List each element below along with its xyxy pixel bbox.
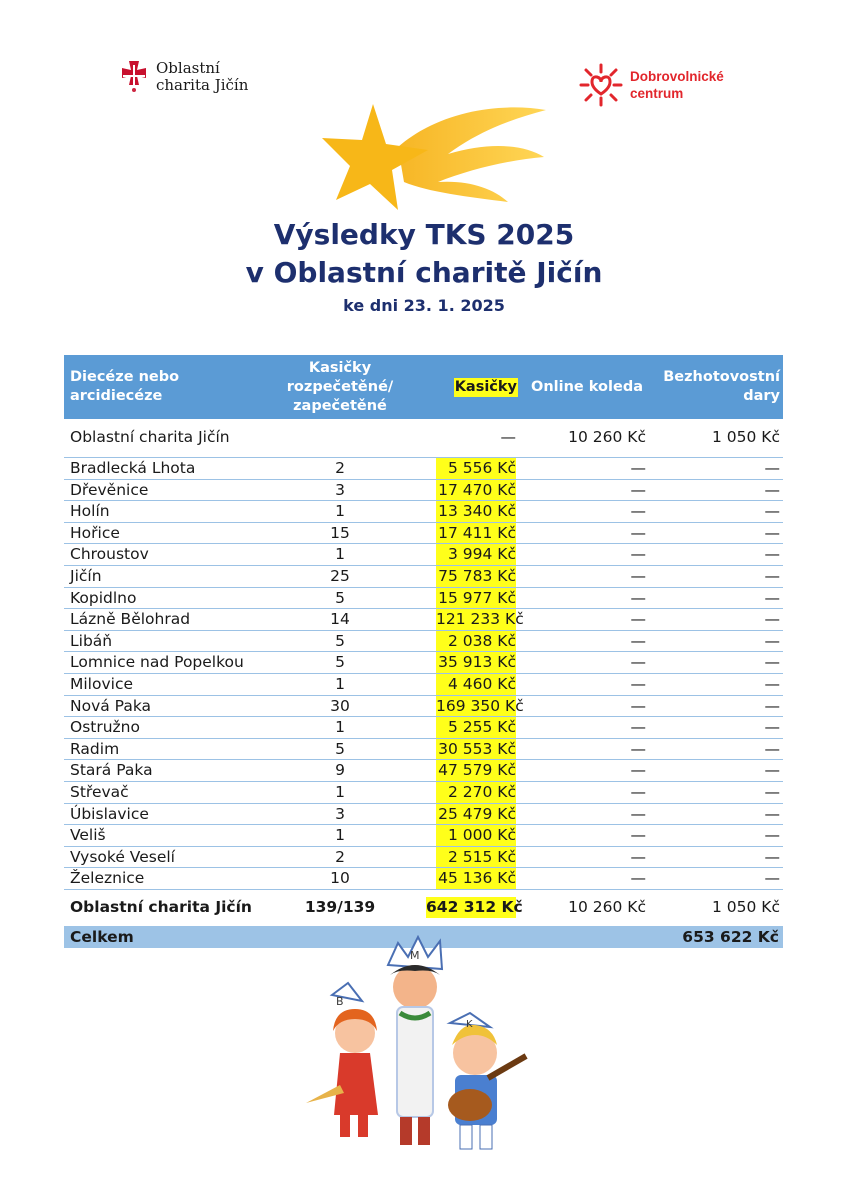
oblastni-charita-logo xyxy=(117,60,248,94)
cell-kasicky: 13 340 Kč xyxy=(436,501,516,522)
table-row xyxy=(64,566,783,588)
table-row xyxy=(64,458,783,480)
cell-online: — xyxy=(630,804,646,823)
cell-kasicky: 47 579 Kč xyxy=(436,760,516,781)
cell-count: 15 xyxy=(330,523,350,542)
cell-kasicky: 4 460 Kč xyxy=(436,674,516,695)
cell-count: 2 xyxy=(335,847,345,866)
cell-bezhotovostni: — xyxy=(764,718,780,737)
cell-bezhotovostni: — xyxy=(764,502,780,521)
cell-count: 139/139 xyxy=(304,897,376,916)
table-row xyxy=(64,523,783,545)
cell-online: — xyxy=(630,761,646,780)
cell-bezhotovostni: — xyxy=(764,869,780,888)
table-row xyxy=(64,631,783,653)
cell-kasicky: 2 270 Kč xyxy=(436,782,516,803)
cell-count: 1 xyxy=(335,502,345,521)
cell-kasicky: 17 470 Kč xyxy=(436,480,516,501)
cell-bezhotovostni: — xyxy=(764,761,780,780)
cell-online: — xyxy=(630,739,646,758)
page-date: ke dni 23. 1. 2025 xyxy=(343,296,505,315)
cell-bezhotovostni: — xyxy=(764,588,780,607)
header-diecese: Diecéze nebo arcidiecéze xyxy=(70,369,180,404)
shooting-star-illustration xyxy=(318,102,550,212)
cell-online: — xyxy=(630,502,646,521)
cell-kasicky: 75 783 Kč xyxy=(436,566,516,587)
cell-count: 3 xyxy=(335,804,345,823)
cell-count: 5 xyxy=(335,739,345,758)
logo-right-line2: centrum xyxy=(630,86,684,101)
page-subtitle: v Oblastní charitě Jičín xyxy=(245,256,603,289)
cell-bezhotovostni: — xyxy=(764,653,780,672)
cell-count: 25 xyxy=(330,566,350,585)
cell-kasicky: 45 136 Kč xyxy=(436,868,516,889)
cell-name: Železnice xyxy=(70,869,145,888)
header-counts: Kasičky rozpečetěné/ zapečetěné xyxy=(286,359,394,414)
table-row xyxy=(64,868,783,890)
cell-name: Kopidlno xyxy=(70,588,137,607)
table-row xyxy=(64,782,783,804)
cell-kasicky: 642 312 Kč xyxy=(426,897,523,916)
cell-count: 1 xyxy=(335,545,345,564)
cell-kasicky: 121 233 Kč xyxy=(436,610,524,629)
cell-count: 9 xyxy=(335,761,345,780)
cell-kasicky: 30 553 Kč xyxy=(436,739,516,760)
cell-name: Vysoké Veselí xyxy=(70,847,175,866)
table-row xyxy=(64,847,783,869)
cell-name: Veliš xyxy=(70,826,106,845)
table-row xyxy=(64,480,783,502)
cell-count: 1 xyxy=(335,674,345,693)
sun-heart-icon xyxy=(578,62,624,108)
cell-online: — xyxy=(630,869,646,888)
cell-name: Ostružno xyxy=(70,718,140,737)
header-kasicky-label: Kasičky xyxy=(454,378,517,395)
logo-left-line2: charita Jičín xyxy=(156,76,249,94)
cell-count: 1 xyxy=(335,782,345,801)
cell-count: 5 xyxy=(335,588,345,607)
cell-count: 3 xyxy=(335,480,345,499)
cell-kasicky: 17 411 Kč xyxy=(436,523,516,544)
caritas-cross-icon xyxy=(117,60,151,94)
cell-online: — xyxy=(630,653,646,672)
cell-online: — xyxy=(630,826,646,845)
table-row xyxy=(64,609,783,631)
cell-online: — xyxy=(630,718,646,737)
cell-online: — xyxy=(630,782,646,801)
header-bezhotovostni: Bezhotovostní dary xyxy=(663,369,780,404)
table-row xyxy=(64,696,783,718)
cell-kasicky: 15 977 Kč xyxy=(436,588,516,609)
three-kings-carolers-illustration xyxy=(300,935,550,1160)
cell-online: — xyxy=(630,674,646,693)
cell-count: 10 xyxy=(330,869,350,888)
cell-kasicky: 5 255 Kč xyxy=(436,717,516,738)
cell-online: — xyxy=(630,847,646,866)
cell-name: Hořice xyxy=(70,523,120,542)
table-row-charity xyxy=(64,419,783,457)
cell-bezhotovostni: — xyxy=(764,782,780,801)
dobrovolnicke-centrum-logo xyxy=(578,62,724,108)
cell-online: 10 260 Kč xyxy=(568,428,646,446)
cell-name: Stará Paka xyxy=(70,761,153,780)
cell-name: Milovice xyxy=(70,674,134,693)
hat-letter-b: B xyxy=(336,995,344,1008)
cell-name: Lomnice nad Popelkou xyxy=(70,653,244,672)
cell-name: Jičín xyxy=(70,566,102,585)
cell-bezhotovostni: — xyxy=(764,826,780,845)
cell-online: — xyxy=(630,696,646,715)
cell-online: — xyxy=(630,545,646,564)
cell-name: Lázně Bělohrad xyxy=(70,610,191,629)
cell-kasicky: 2 038 Kč xyxy=(436,631,516,652)
table-body xyxy=(64,458,783,890)
table-row xyxy=(64,501,783,523)
cell-name: Holín xyxy=(70,502,110,521)
cell-online: 10 260 Kč xyxy=(568,897,646,916)
cell-name: Střevač xyxy=(70,782,129,801)
table-header xyxy=(64,355,783,419)
cell-count: 1 xyxy=(335,826,345,845)
cell-bezhotovostni: — xyxy=(764,545,780,564)
table-row-summary xyxy=(64,890,783,926)
cell-online: — xyxy=(630,588,646,607)
cell-name: Oblastní charita Jičín xyxy=(70,897,252,916)
cell-name: Bradlecká Lhota xyxy=(70,459,196,477)
cell-kasicky: 1 000 Kč xyxy=(436,825,516,846)
cell-kasicky: 3 994 Kč xyxy=(436,544,516,565)
cell-online: — xyxy=(630,566,646,585)
cell-bezhotovostni: — xyxy=(764,739,780,758)
cell-bezhotovostni: — xyxy=(764,696,780,715)
cell-name: Nová Paka xyxy=(70,696,152,715)
cell-bezhotovostni: — xyxy=(764,631,780,650)
cell-count: 14 xyxy=(330,610,350,629)
cell-online: — xyxy=(630,631,646,650)
cell-bezhotovostni: — xyxy=(764,523,780,542)
cell-name: Dřevěnice xyxy=(70,480,149,499)
cell-kasicky: — xyxy=(500,428,516,446)
cell-online: — xyxy=(630,523,646,542)
cell-count: 1 xyxy=(335,718,345,737)
cell-count: 30 xyxy=(330,696,350,715)
cell-bezhotovostni: — xyxy=(764,566,780,585)
cell-online: — xyxy=(630,480,646,499)
cell-kasicky: 5 556 Kč xyxy=(436,458,516,479)
cell-name: Oblastní charita Jičín xyxy=(70,428,230,446)
cell-online: — xyxy=(630,610,646,629)
cell-count: 5 xyxy=(335,653,345,672)
total-label: Celkem xyxy=(70,927,134,946)
table-row xyxy=(64,739,783,761)
header-kasicky xyxy=(426,355,518,419)
cell-bezhotovostni: 1 050 Kč xyxy=(712,428,780,446)
cell-bezhotovostni: — xyxy=(764,804,780,823)
cell-count: 5 xyxy=(335,631,345,650)
cell-bezhotovostni: — xyxy=(764,480,780,499)
cell-kasicky: 25 479 Kč xyxy=(436,804,516,825)
cell-bezhotovostni: 1 050 Kč xyxy=(712,897,780,916)
cell-name: Chroustov xyxy=(70,545,149,564)
cell-kasicky: 2 515 Kč xyxy=(436,847,516,868)
cell-kasicky: 169 350 Kč xyxy=(436,696,524,715)
table-row xyxy=(64,717,783,739)
total-value: 653 622 Kč xyxy=(682,927,779,946)
page-title: Výsledky TKS 2025 xyxy=(273,218,575,251)
cell-online: — xyxy=(630,459,646,477)
results-table xyxy=(64,355,783,948)
cell-count: 2 xyxy=(335,459,345,477)
logo-right-line1: Dobrovolnické xyxy=(630,69,724,84)
table-row xyxy=(64,674,783,696)
cell-name: Radim xyxy=(70,739,120,758)
hat-letter-k: K xyxy=(466,1019,473,1030)
cell-kasicky: 35 913 Kč xyxy=(436,652,516,673)
table-row xyxy=(64,760,783,782)
cell-bezhotovostni: — xyxy=(764,847,780,866)
logo-left-line1: Oblastní xyxy=(156,59,220,77)
cell-bezhotovostni: — xyxy=(764,610,780,629)
table-row xyxy=(64,804,783,826)
table-row xyxy=(64,825,783,847)
table-row xyxy=(64,544,783,566)
table-row xyxy=(64,652,783,674)
cell-bezhotovostni: — xyxy=(764,674,780,693)
cell-name: Libáň xyxy=(70,631,113,650)
cell-name: Úbislavice xyxy=(70,804,149,823)
table-row xyxy=(64,588,783,610)
header-online: Online koleda xyxy=(531,378,643,395)
cell-bezhotovostni: — xyxy=(764,459,780,477)
hat-letter-m: M xyxy=(410,949,420,962)
